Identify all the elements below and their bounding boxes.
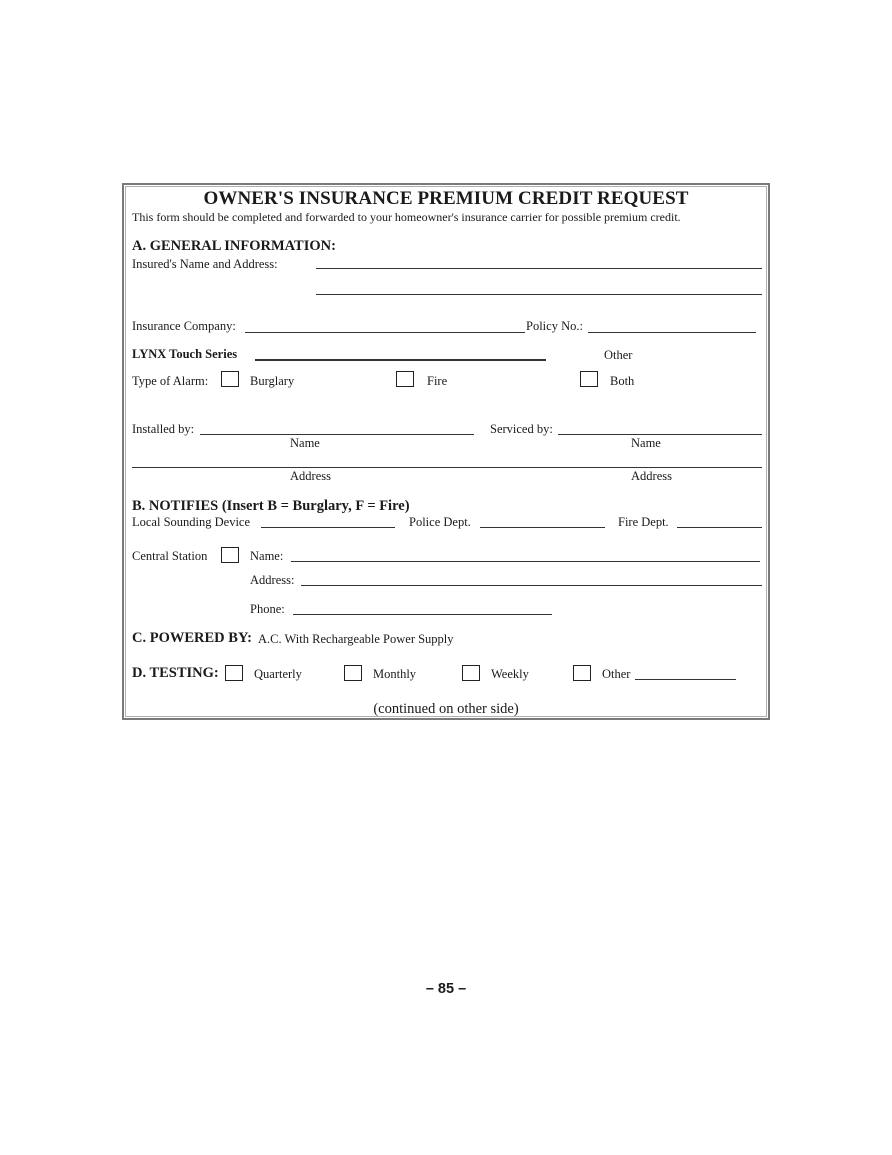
installed-line[interactable] <box>200 434 474 435</box>
police-label: Police Dept. <box>409 515 471 529</box>
section-d-heading: D. TESTING: <box>132 665 219 681</box>
form-intro: This form should be completed and forwarded to your homeowner's insurance carrier for possible premium credit. <box>132 210 681 224</box>
weekly-checkbox[interactable] <box>462 665 480 681</box>
central-phone-label: Phone: <box>250 602 285 616</box>
policy-line[interactable] <box>588 332 756 333</box>
serviced-name-caption: Name <box>631 436 661 450</box>
form-title: OWNER'S INSURANCE PREMIUM CREDIT REQUEST <box>203 188 689 209</box>
insured-line-2[interactable] <box>316 294 762 295</box>
central-name-label: Name: <box>250 549 284 563</box>
burglary-label: Burglary <box>250 374 295 388</box>
serviced-line[interactable] <box>558 434 762 435</box>
serviced-address-caption: Address <box>631 469 672 483</box>
fire-dept-label: Fire Dept. <box>618 515 669 529</box>
testing-other-line[interactable] <box>635 679 736 680</box>
policy-label: Policy No.: <box>526 319 583 333</box>
insured-label: Insured's Name and Address: <box>132 257 278 271</box>
other-label: Other <box>604 348 633 362</box>
burglary-checkbox[interactable] <box>221 371 239 387</box>
quarterly-label: Quarterly <box>254 667 302 681</box>
section-a-heading: A. GENERAL INFORMATION: <box>132 238 336 254</box>
powered-value: A.C. With Rechargeable Power Supply <box>258 632 454 646</box>
police-line[interactable] <box>480 527 605 528</box>
central-address-line[interactable] <box>301 585 762 586</box>
local-sounding-line[interactable] <box>261 527 395 528</box>
fire-label: Fire <box>427 374 448 388</box>
insurance-company-label: Insurance Company: <box>132 319 236 333</box>
both-checkbox[interactable] <box>580 371 598 387</box>
serviced-label: Serviced by: <box>490 422 553 436</box>
central-name-line[interactable] <box>291 561 760 562</box>
central-phone-line[interactable] <box>293 614 552 615</box>
series-line[interactable] <box>255 359 546 361</box>
page-number: – 85 – <box>425 981 467 997</box>
quarterly-checkbox[interactable] <box>225 665 243 681</box>
installed-address-caption: Address <box>290 469 331 483</box>
address-line[interactable] <box>132 467 762 468</box>
insured-line-1[interactable] <box>316 268 762 269</box>
fire-checkbox[interactable] <box>396 371 414 387</box>
weekly-label: Weekly <box>491 667 529 681</box>
installed-name-caption: Name <box>290 436 320 450</box>
installed-label: Installed by: <box>132 422 195 436</box>
continued-note: (continued on other side) <box>373 701 519 717</box>
monthly-label: Monthly <box>373 667 417 681</box>
testing-other-label: Other <box>602 667 631 681</box>
central-station-checkbox[interactable] <box>221 547 239 563</box>
local-sounding-label: Local Sounding Device <box>132 515 251 529</box>
fire-dept-line[interactable] <box>677 527 762 528</box>
insurance-form <box>122 183 770 720</box>
both-label: Both <box>610 374 635 388</box>
section-b-heading: B. NOTIFIES (Insert B = Burglary, F = Fire) <box>132 498 410 514</box>
alarm-type-label: Type of Alarm: <box>132 374 209 388</box>
central-station-label: Central Station <box>132 549 208 563</box>
section-c-heading: C. POWERED BY: <box>132 630 252 646</box>
central-address-label: Address: <box>250 573 295 587</box>
series-label: LYNX Touch Series <box>132 347 238 361</box>
monthly-checkbox[interactable] <box>344 665 362 681</box>
testing-other-checkbox[interactable] <box>573 665 591 681</box>
insurance-company-line[interactable] <box>245 332 525 333</box>
